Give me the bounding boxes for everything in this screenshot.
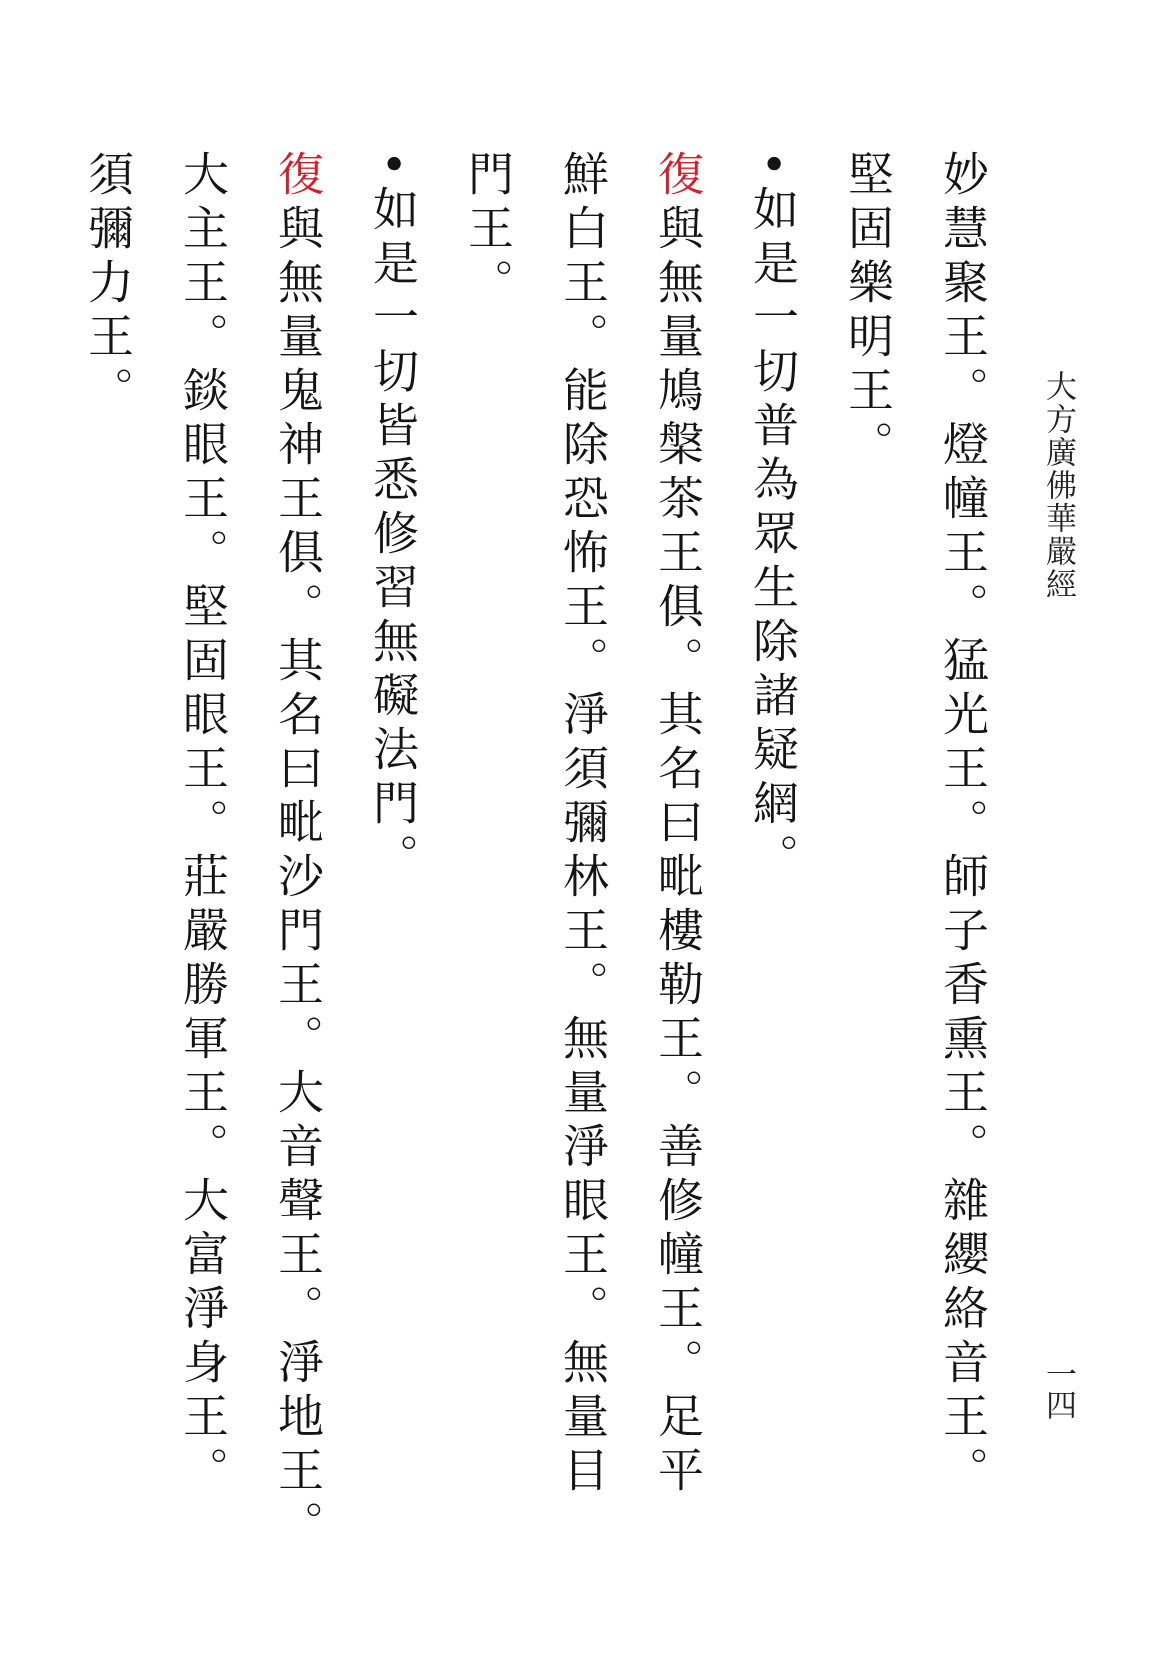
text-column-2 [820, 150, 915, 1530]
column-text: •如是一切皆悉修習無礙法門。 [366, 150, 420, 888]
page-number: 一四 [1040, 1358, 1076, 1420]
column-text: 堅固樂明王。 [841, 150, 895, 474]
text-column-4 [630, 150, 725, 1530]
column-text: 須彌力王。 [81, 150, 135, 420]
running-header-title: 大方廣佛華嚴經 [1040, 370, 1076, 601]
text-column-8 [250, 150, 345, 1554]
column-text: 鮮白王。能除恐怖王。淨須彌林王。無量淨眼王。無量目 [556, 150, 610, 1500]
column-text: 門王。 [461, 150, 515, 312]
column-text: 妙慧聚王。燈幢王。猛光王。師子香熏王。雜纓絡音王。 [936, 150, 990, 1500]
text-column-9 [155, 150, 250, 1530]
text-column-6 [440, 150, 535, 1530]
text-column-7 [345, 150, 440, 1530]
column-text: 大主王。錟眼王。堅固眼王。莊嚴勝軍王。大富淨身王。 [176, 150, 230, 1500]
red-lead-char: 復 [271, 150, 325, 204]
text-columns [70, 150, 1010, 1554]
column-text: 與無量鳩槃茶王俱。其名曰毗樓勒王。善修幢王。足平 [651, 204, 705, 1500]
column-text: •如是一切普為眾生除諸疑網。 [746, 150, 800, 888]
text-column-10 [60, 150, 155, 1530]
column-text: 與無量鬼神王俱。其名曰毗沙門王。大音聲王。淨地王。 [271, 204, 325, 1554]
text-column-1 [915, 150, 1010, 1530]
text-column-3 [725, 150, 820, 1530]
red-lead-char: 復 [651, 150, 705, 204]
text-column-5 [535, 150, 630, 1530]
